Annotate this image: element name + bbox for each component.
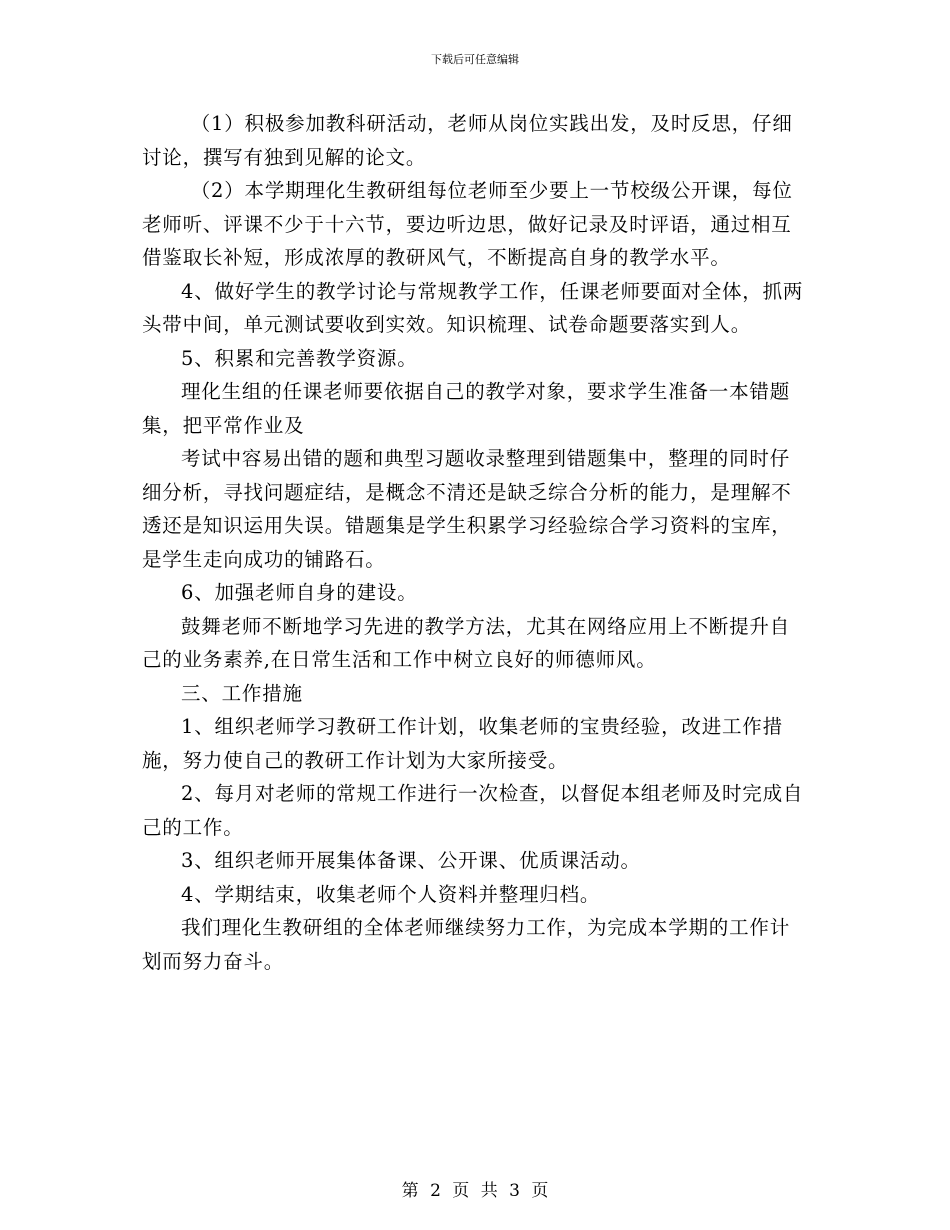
- section-heading-5: 5、积累和完善教学资源。: [181, 346, 418, 370]
- paragraph-4: 理化生组的任课老师要依据自己的教学对象，要求学生准备一本错题集，把平常作业及: [142, 380, 791, 437]
- paragraph-6: 鼓舞老师不断地学习先进的教学方法，尤其在网络应用上不断提升自己的业务素养,在日常生活和工作中树立良好的师德师风。: [142, 614, 791, 671]
- section-heading-measures: 三、工作措施: [181, 681, 303, 705]
- paragraph-1: （1）积极参加教科研活动，老师从岗位实践出发，及时反思，仔细讨论，撰写有独到见解的论文。: [142, 112, 793, 169]
- paragraph-3: 4、做好学生的教学讨论与常规教学工作，任课老师要面对全体，抓两头带中间，单元测试要收到实效。知识梳理、试卷命题要落实到人。: [142, 279, 804, 336]
- page-footer: [0, 1180, 950, 1202]
- header-text: 下载后可任意编辑: [431, 53, 519, 66]
- page-number: 第 2 页 共 3 页: [401, 1181, 549, 1201]
- measure-item-3: 3、组织老师开展集体备课、公开课、优质课活动。: [181, 849, 641, 872]
- measure-item-4: 4、学期结束，收集老师个人资料并整理归档。: [181, 882, 601, 906]
- measure-item-1: 1、组织老师学习教研工作计划，收集老师的宝贵经验，改进工作措施，努力使自己的教研工作计划为大家所接受。: [142, 715, 783, 772]
- paragraph-5: 考试中容易出错的题和典型习题收录整理到错题集中，整理的同时仔细分析，寻找问题症结，是概念不清还是缺乏综合分析的能力，是理解不透还是知识运用失误。错题集是学生积累学习经验综合学习资料的宝库，是学生走向成功的铺路石。: [142, 447, 792, 571]
- page-header: [0, 53, 950, 67]
- section-heading-6: 6、加强老师自身的建设。: [181, 581, 418, 604]
- document-body: [142, 107, 806, 978]
- measure-item-2: 2、每月对老师的常规工作进行一次检查，以督促本组老师及时完成自己的工作。: [142, 782, 804, 839]
- paragraph-2: （2）本学期理化生教研组每位老师至少要上一节校级公开课，每位老师听、评课不少于十六节，要边听边思，做好记录及时评语，通过相互借鉴取长补短，形成浓厚的教研风气，不断提高自身的教学水平。: [142, 179, 793, 269]
- closing-paragraph: 我们理化生教研组的全体老师继续努力工作，为完成本学期的工作计划而努力奋斗。: [142, 916, 791, 973]
